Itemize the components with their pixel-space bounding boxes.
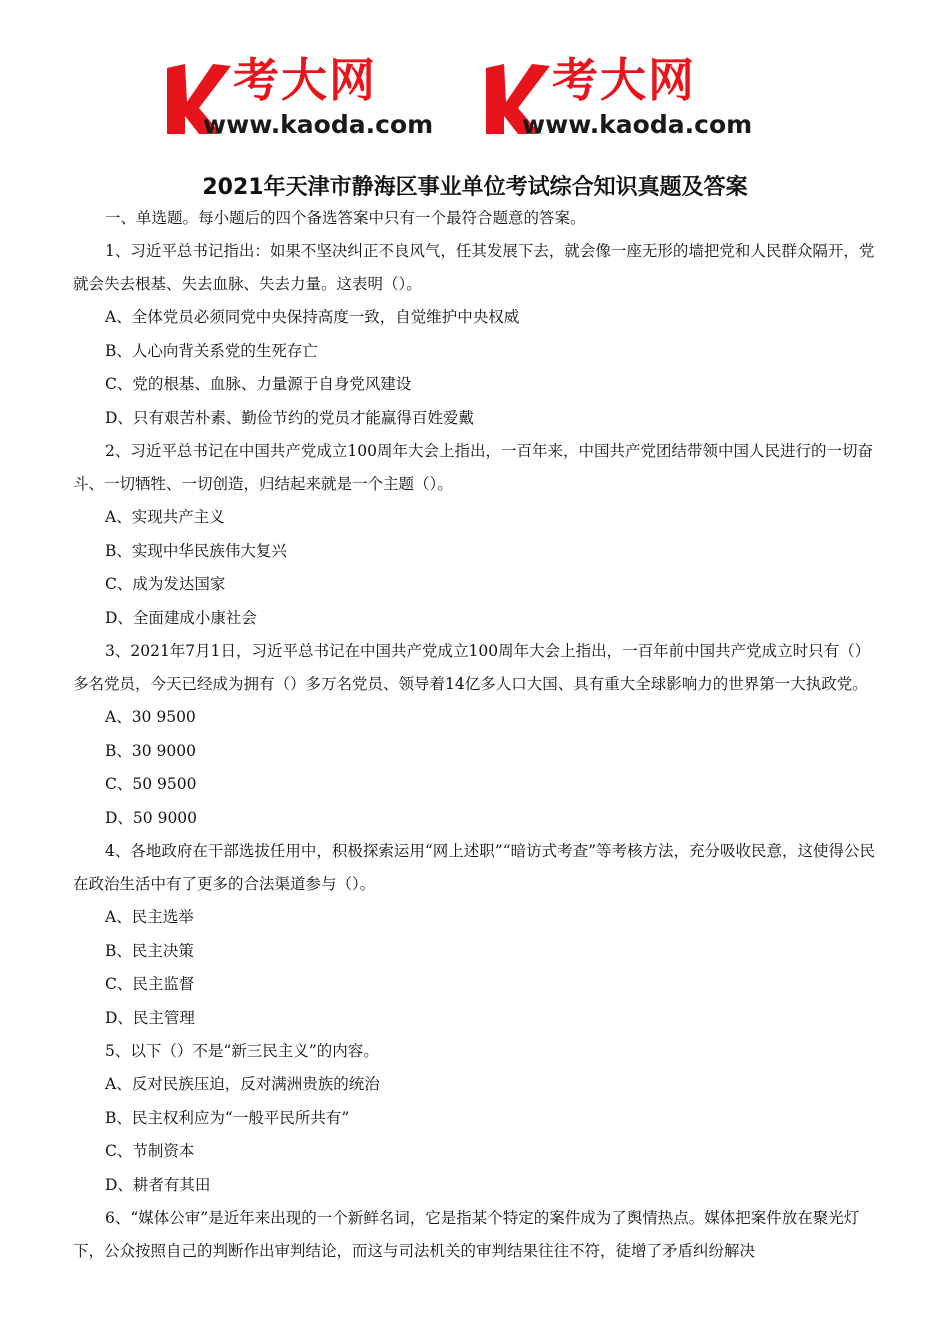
answer-option: A、全体党员必须同党中央保持高度一致，自觉维护中央权威: [105, 308, 520, 326]
kaoda-logo: [163, 53, 483, 142]
logo-brand-text: 考大网: [552, 53, 696, 107]
question-stem: 4、各地政府在干部选拔任用中，积极探索运用“网上述职”“暗访式考查”等考核方法，充分吸收民意，这使得公民在政治生活中有了更多的合法渠道参与（）。: [73, 842, 876, 893]
page-title: 2021年天津市静海区事业单位考试综合知识真题及答案: [202, 175, 748, 200]
answer-option: C、节制资本: [105, 1142, 195, 1160]
question-stem: 5、以下（）不是“新三民主义”的内容。: [105, 1042, 379, 1060]
answer-option: B、人心向背关系党的生死存亡: [105, 341, 318, 360]
answer-option: C、50 9500: [105, 775, 197, 793]
document-body: [73, 202, 879, 1268]
question-stem: 2、习近平总书记在中国共产党成立100周年大会上指出，一百年来，中国共产党团结带领中国人民进行的一切奋斗、一切牺牲、一切创造，归结起来就是一个主题（）。: [73, 442, 873, 493]
question-stem: 6、“媒体公审”是近年来出现的一个新鲜名词，它是指某个特定的案件成为了舆情热点。媒体把案件放在聚光灯下，公众按照自己的判断作出审判结论，而这与司法机关的审判结果往往不符，徒增了矛盾纠纷解决: [73, 1209, 860, 1260]
logo-url-text: www.kaoda.com: [203, 110, 434, 139]
question-stem: 3、2021年7月1日，习近平总书记在中国共产党成立100周年大会上指出，一百年前中国共产党成立时只有（）多名党员，今天已经成为拥有（）多万名党员、领导着14亿多人口大国、具有重大全球影响力的世界第一大执政党。: [73, 642, 871, 693]
logo-url-text: www.kaoda.com: [522, 110, 753, 139]
header-logos: [0, 53, 950, 142]
answer-option: B、实现中华民族伟大复兴: [105, 541, 287, 560]
answer-option: B、30 9000: [105, 741, 196, 760]
answer-option: B、民主决策: [105, 941, 194, 960]
answer-option: C、民主监督: [105, 975, 195, 993]
question-stem: 1、习近平总书记指出：如果不坚决纠正不良风气，任其发展下去，就会像一座无形的墙把党和人民群众隔开，党就会失去根基、失去血脉、失去力量。这表明（）。: [73, 242, 875, 293]
answer-option: C、成为发达国家: [105, 575, 226, 593]
section-heading: 一、单选题。每小题后的四个备选答案中只有一个最符合题意的答案。: [105, 209, 586, 227]
logo-brand-text: 考大网: [233, 53, 377, 107]
answer-option: D、民主管理: [105, 1008, 195, 1027]
answer-option: A、实现共产主义: [105, 508, 225, 526]
answer-option: D、耕者有其田: [105, 1175, 211, 1194]
answer-option: B、民主权利应为“一般平民所共有”: [105, 1108, 350, 1127]
answer-option: A、30 9500: [105, 708, 196, 726]
answer-option: D、只有艰苦朴素、勤俭节约的党员才能赢得百姓爱戴: [105, 408, 474, 427]
answer-option: D、50 9000: [105, 808, 198, 827]
answer-option: C、党的根基、血脉、力量源于自身党风建设: [105, 375, 412, 393]
answer-option: A、民主选举: [105, 908, 194, 926]
answer-option: A、反对民族压迫，反对满洲贵族的统治: [105, 1075, 380, 1093]
answer-option: D、全面建成小康社会: [105, 608, 257, 627]
kaoda-logo: [482, 53, 802, 142]
